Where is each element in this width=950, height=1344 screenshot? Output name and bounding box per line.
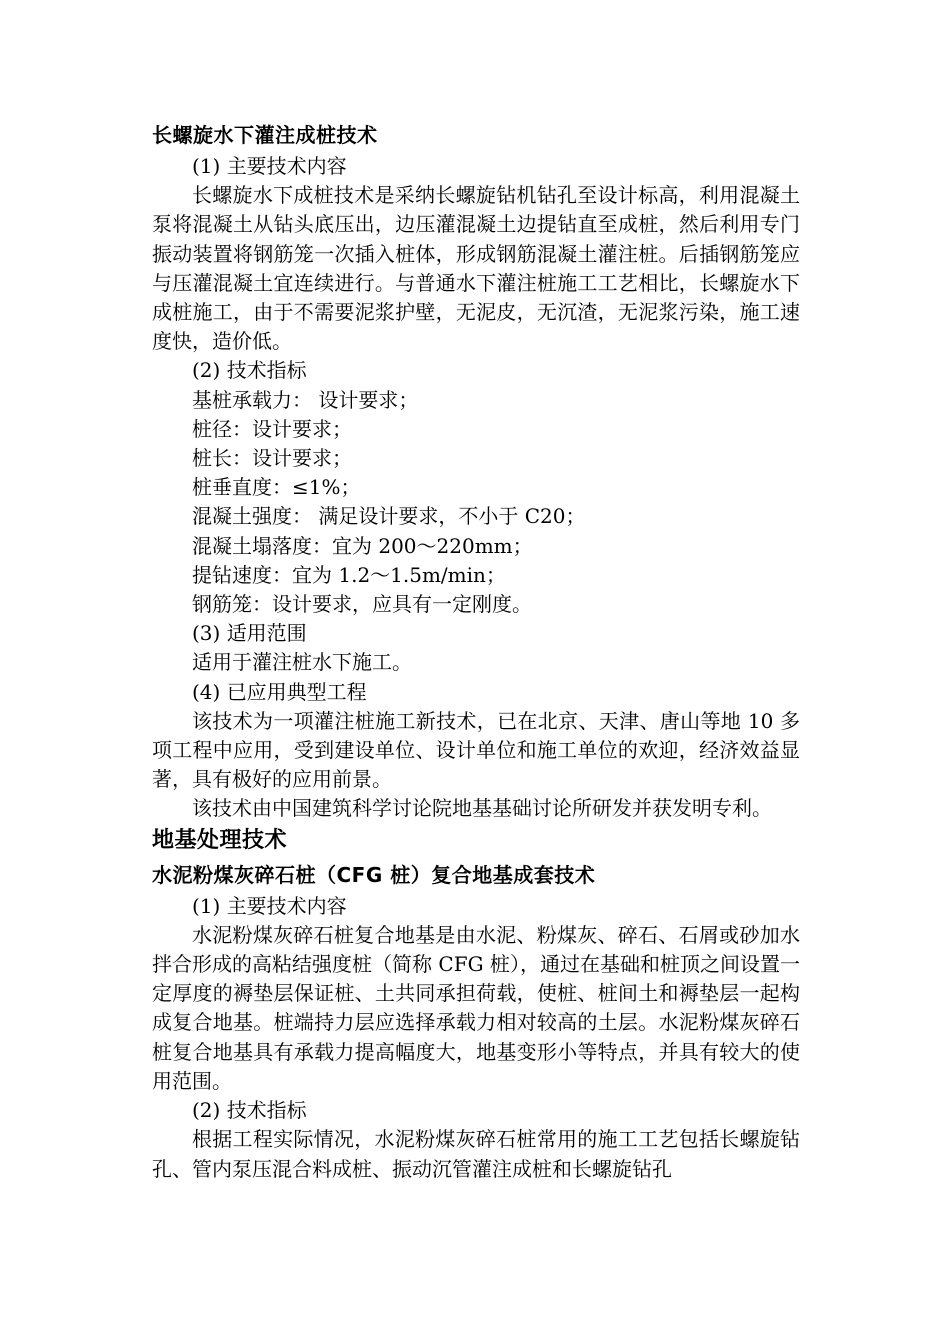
indicator-line: 混凝土强度： 满足设计要求，不小于 C20； [192, 504, 586, 529]
subheading-scope: (3) 适用范围 [192, 621, 307, 646]
indicator-line: 桩垂直度：≤1%； [192, 475, 361, 500]
indicator-line: 桩径：设计要求； [192, 416, 352, 441]
indicator-line: 提钻速度：宜为 1.2～1.5m/min； [192, 562, 506, 587]
subheading-applications: (4) 已应用典型工程 [192, 679, 367, 704]
paragraph-description: 长螺旋水下成桩技术是采纳长螺旋钻机钻孔至设计标高，利用混凝土泵将混凝土从钻头底压出，边压灌混凝土边提钻直至成桩，然后利用专门振动装置将钢筋笼一次插入桩体，形成钢筋混凝土灌注桩。后插钢筋笼应与压灌混凝土宜连续进行。与普通水下灌注桩施工工艺相比，长螺旋水下成桩施工，由于不需要泥浆护壁，无泥皮，无沉渣，无泥浆污染，施工速度快，造价低。 [152, 183, 800, 354]
indicator-line: 钢筋笼：设计要求，应具有一定刚度。 [192, 592, 532, 617]
subheading-main-content: (1) 主要技术内容 [192, 154, 347, 178]
indicator-line: 混凝土塌落度：宜为 200～220mm； [192, 533, 533, 558]
indicator-line: 基桩承载力： 设计要求； [192, 387, 419, 412]
paragraph-origin: 该技术由中国建筑科学讨论院地基基础讨论所研发并获发明专利。 [192, 796, 772, 821]
section-title: 长螺旋水下灌注成桩技术 [152, 123, 378, 147]
section-title: 水泥粉煤灰碎石桩（CFG 桩）复合地基成套技术 [152, 862, 596, 887]
indicator-line: 桩长：设计要求； [192, 446, 352, 471]
paragraph-description: 水泥粉煤灰碎石桩复合地基是由水泥、粉煤灰、碎石、石屑或砂加水拌合形成的高粘结强度桩（简称 CFG 桩），通过在基础和桩顶之间设置一定厚度的褥垫层保证桩、土共同承担荷载，使桩、桩间土和褥垫层一起构成复合地基。桩端持力层应选择承载力相对较高的土层。水泥粉煤灰碎石桩复合地基具有承载力提高幅度大，地基变形小等特点，并具有较大的使用范围。 [152, 922, 800, 1093]
paragraph-applications: 该技术为一项灌注桩施工新技术，已在北京、天津、唐山等地 10 多项工程中应用，受到建设单位、设计单位和施工单位的欢迎，经济效益显著，具有极好的应用前景。 [152, 708, 800, 792]
paragraph-process: 根据工程实际情况，水泥粉煤灰碎石桩常用的施工工艺包括长螺旋钻孔、管内泵压混合料成桩、振动沉管灌注成桩和长螺旋钻孔 [152, 1127, 800, 1181]
subheading-indicators: (2) 技术指标 [192, 358, 307, 383]
subheading-main-content: (1) 主要技术内容 [192, 893, 347, 918]
chapter-title: 地基处理技术 [152, 827, 288, 853]
scope-text: 适用于灌注桩水下施工。 [192, 650, 412, 675]
subheading-indicators: (2) 技术指标 [192, 1098, 307, 1123]
document-page [152, 118, 800, 1184]
